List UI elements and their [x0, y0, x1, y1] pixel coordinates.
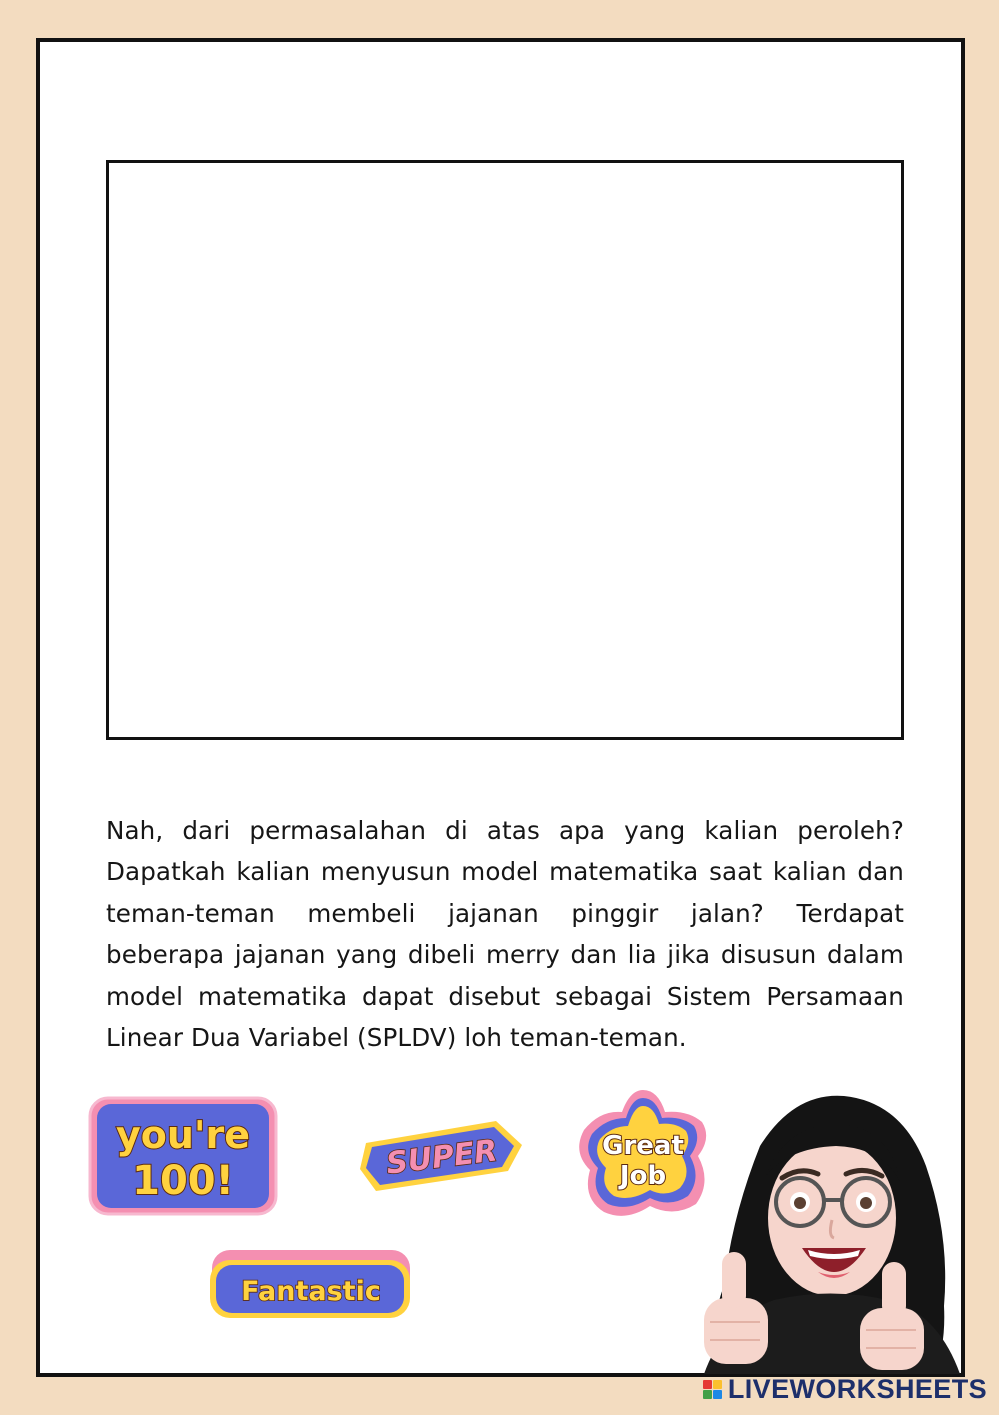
- fantastic-sticker: [208, 1248, 414, 1324]
- job-text: Job: [619, 1161, 667, 1191]
- youre-text: you're: [115, 1113, 251, 1157]
- super-text: SUPER: [384, 1133, 500, 1182]
- fantastic-text: Fantastic: [241, 1276, 381, 1307]
- answer-box[interactable]: [106, 160, 904, 740]
- youre-100-sticker: [88, 1096, 278, 1216]
- liveworksheets-watermark: [703, 1374, 987, 1405]
- super-sticker: [358, 1115, 526, 1197]
- liveworksheets-logo-icon: [703, 1380, 722, 1399]
- avatar-thumbs-up: [664, 1086, 960, 1374]
- hundred-text: 100!: [132, 1158, 234, 1204]
- watermark-text: LIVEWORKSHEETS: [727, 1374, 987, 1404]
- explanation-paragraph: Nah, dari permasalahan di atas apa yang kalian peroleh? Dapatkah kalian menyusun model matematika saat kalian dan teman-teman membeli jajanan pinggir jalan? Terdapat beberapa jajanan yang dibeli merry dan lia jika disusun dalam model matematika dapat disebut sebagai Sistem Persamaan Linear Dua Variabel (SPLDV) loh teman-teman.: [106, 816, 904, 1053]
- great-text: Great: [602, 1131, 684, 1161]
